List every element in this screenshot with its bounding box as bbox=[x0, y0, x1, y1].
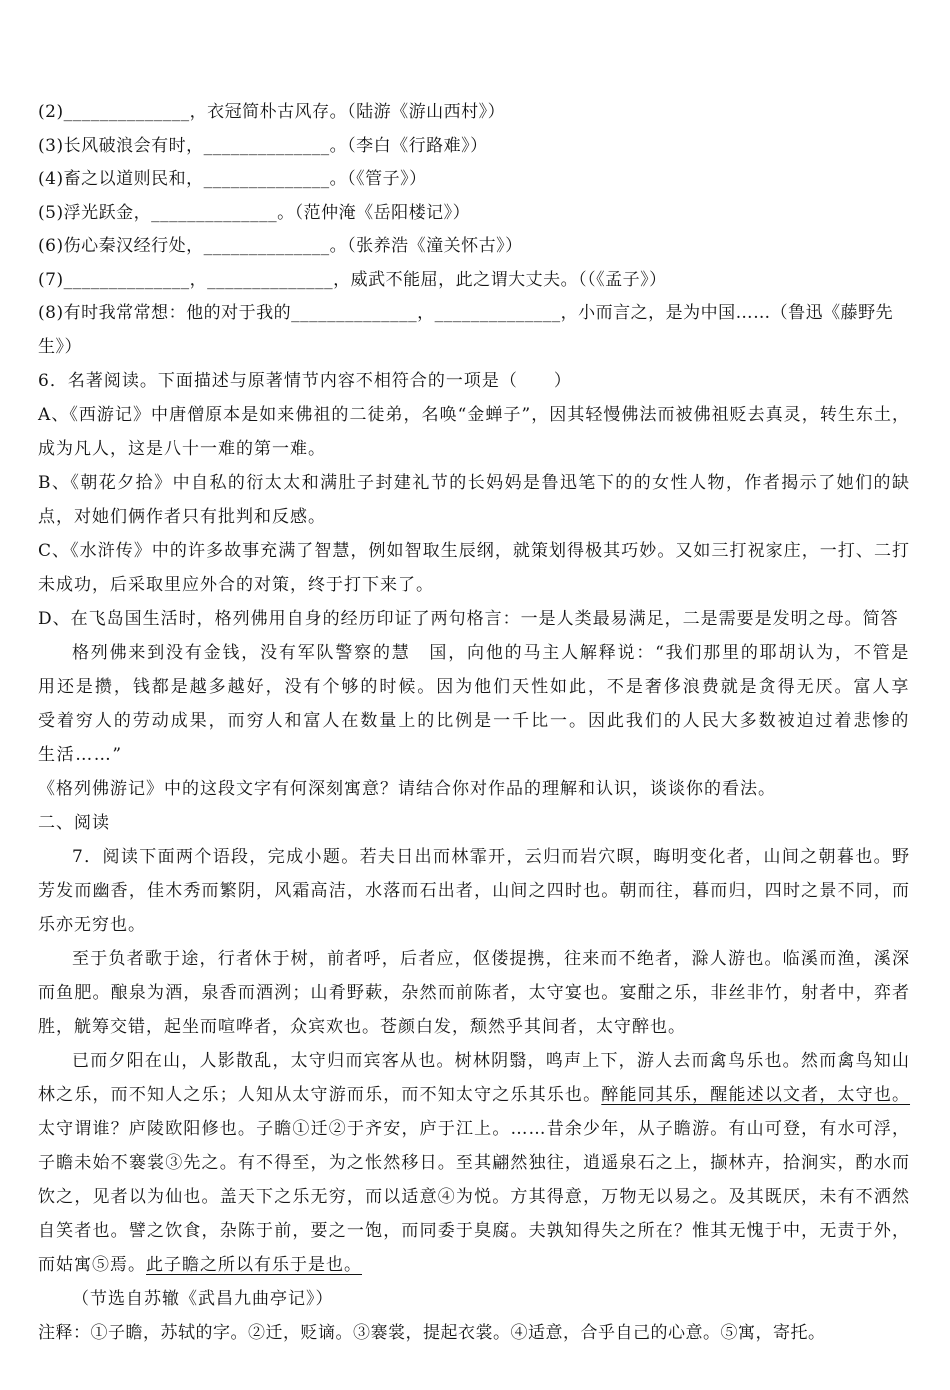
question-6-option-c: C、《水浒传》中的许多故事充满了智慧，例如智取生辰纲，就策划得极其巧妙。又如三打祝家庄，一打、二打未成功，后采取里应外合的对策，终于打下来了。 bbox=[38, 541, 910, 595]
reading-paragraph-3 bbox=[38, 1044, 910, 1282]
question-6-option-b: B、《朝花夕拾》中自私的衍太太和满肚子封建礼节的长妈妈是鲁迅笔下的的女性人物，作者揭示了她们的缺点，对她们俩作者只有批判和反感。 bbox=[38, 473, 910, 527]
fill-blank-section bbox=[38, 96, 910, 364]
fill-blank-line-6: (6)伤心秦汉经行处，______________。（张养浩《潼关怀古》） bbox=[38, 236, 523, 256]
reading-paragraph-2: 至于负者歌于途，行者休于树，前者呼，后者应，伛偻提携，往来而不绝者，滁人游也。临溪而渔，溪深而鱼肥。酿泉为酒，泉香而酒洌；山肴野蔌，杂然而前陈者，太守宴也。宴酣之乐，非丝非竹，射者中，弈者胜，觥筹交错，起坐而喧哗者，众宾欢也。苍颜白发，颓然乎其间者，太守醉也。 bbox=[38, 949, 910, 1037]
question-6-section bbox=[38, 364, 910, 806]
fill-blank-line-7: (7)______________，______________，威武不能屈，此之谓大丈夫。（（《孟子》） bbox=[38, 269, 667, 290]
reading-paragraph-3-text: 已而夕阳在山，人影散乱，太守归而宾客从也。树林阴翳，鸣声上下，游人去而禽鸟乐也。然而禽鸟知山林之乐，而不知人之乐；人知从太守游而乐，而不知太守之乐其乐也。 bbox=[38, 1051, 910, 1105]
reading-paragraph-3-underline-1: 醉能同其乐，醒能述以文者，太守也。 bbox=[601, 1085, 911, 1105]
passage-source-attribution: （节选自苏辙《武昌九曲亭记》） bbox=[72, 1289, 334, 1309]
passage-notes: 注释：①子瞻，苏轼的字。②迁，贬谪。③褰裳，提起衣裳。④适意，合乎自己的心意。⑤寓，寄托。 bbox=[38, 1323, 826, 1343]
question-6-short-answer-prompt: 《格列佛游记》中的这段文字有何深刻寓意？请结合你对作品的理解和认识，谈谈你的看法。 bbox=[38, 779, 776, 799]
question-7-intro-paragraph-1: 7．阅读下面两个语段，完成小题。若夫日出而林霏开，云归而岩穴暝，晦明变化者，山间之朝暮也。野芳发而幽香，佳木秀而繁阴，风霜高洁，水落而石出者，山间之四时也。朝而往，暮而归，四时之景不同，而乐亦无穷也。 bbox=[38, 847, 910, 935]
fill-blank-line-2: (2)______________，衣冠简朴古风存。（陆游《游山西村》） bbox=[38, 102, 506, 122]
reading-paragraph-3-text-mid: 太守谓谁？庐陵欧阳修也。子瞻①迁②于齐安，庐于江上。……昔余少年，从子瞻游。有山可登，有水可浮，子瞻未始不褰裳③先之。有不得至，为之怅然移日。至其翩然独往，逍遥泉石之上，撷林卉，拾涧实，酌水而饮之，见者以为仙也。盖天下之乐无穷，而以适意④为悦。方其得意，万物无以易之。及其既厌，未有不洒然自笑者也。譬之饮食，杂陈于前，要之一饱，而同委于臭腐。夫孰知得失之所在？惟其无愧于中，无责于外，而姑寓⑤焉。 bbox=[38, 1119, 910, 1275]
question-6-option-d: D、在飞岛国生活时，格列佛用自身的经历印证了两句格言：一是人类最易满足，二是需要是发明之母。简答 bbox=[38, 609, 899, 629]
fill-blank-line-5: (5)浮光跃金，______________。（范仲淹《岳阳楼记》） bbox=[38, 202, 471, 223]
gulliver-quote-paragraph: 格列佛来到没有金钱，没有军队警察的慧 国，向他的马主人解释说：“我们那里的耶胡认为，不管是用还是攒，钱都是越多越好，没有个够的时候。因为他们天性如此，不是奢侈浪费就是贪得无厌。富人享受着穷人的劳动成果，而穷人和富人在数量上的比例是一千比一。因此我们的人民大多数被迫过着悲惨的生活……” bbox=[38, 643, 910, 765]
fill-blank-line-4: (4)畜之以道则民和，______________。（《管子》） bbox=[38, 169, 427, 189]
question-6-option-a: A、《西游记》中唐僧原本是如来佛祖的二徒弟，名唤“金蝉子”，因其轻慢佛法而被佛祖贬去真灵，转生东土，成为凡人，这是八十一难的第一难。 bbox=[38, 405, 910, 459]
section-2-heading: 二、阅读 bbox=[38, 813, 110, 833]
reading-paragraph-3-underline-2: 此子瞻之所以有乐于是也。 bbox=[146, 1255, 362, 1275]
fill-blank-line-8: (8)有时我常常想：他的对于我的______________，______________，小而言之，是为中国……（鲁迅《藤野先生》） bbox=[38, 303, 894, 357]
reading-section bbox=[38, 806, 910, 1350]
question-6-stem: 6．名著阅读。下面描述与原著情节内容不相符合的一项是（ ） bbox=[38, 371, 572, 391]
fill-blank-line-3: (3)长风破浪会有时，______________。（李白《行路难》） bbox=[38, 135, 488, 156]
